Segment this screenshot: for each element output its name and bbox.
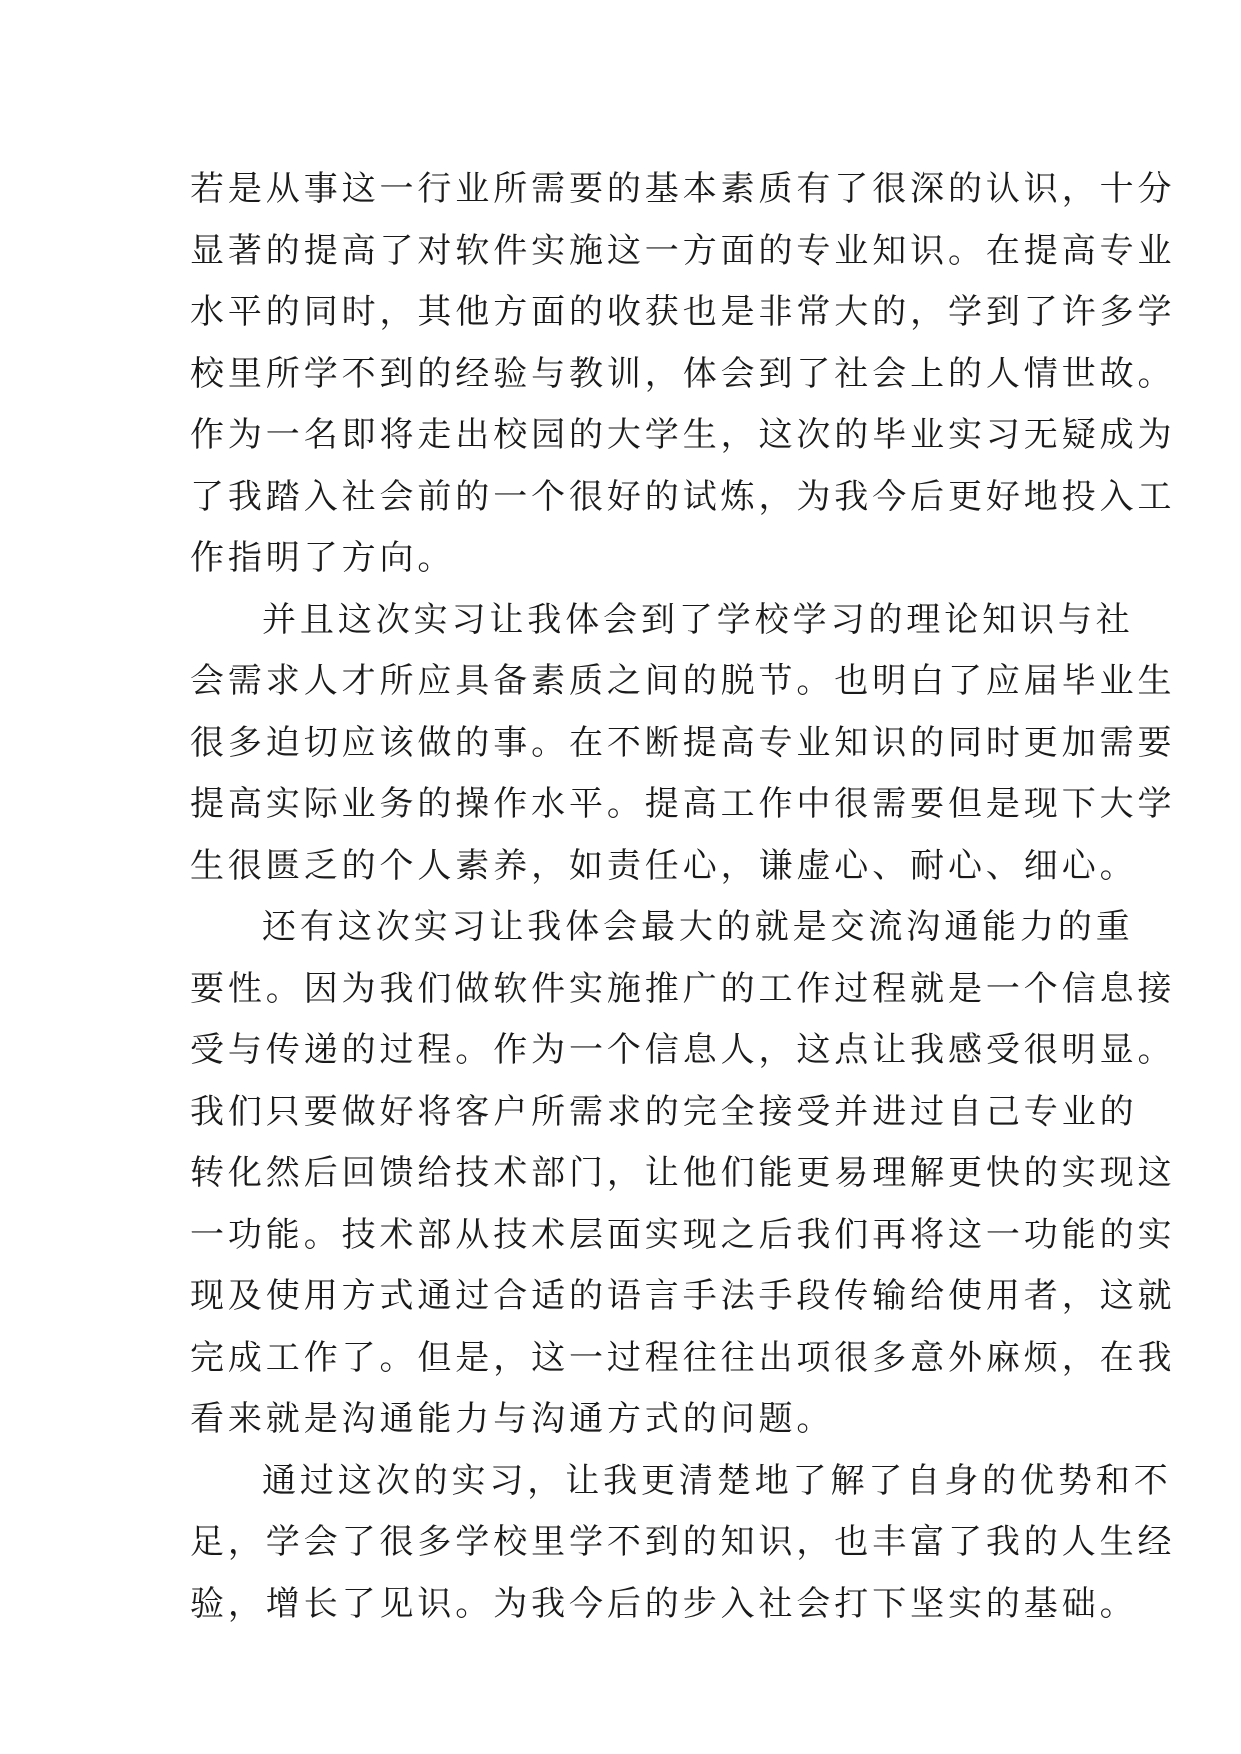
paragraph-line: 了我踏入社会前的一个很好的试炼，为我今后更好地投入工 xyxy=(190,476,1176,517)
paragraph-line: 验，增长了见识。为我今后的步入社会打下坚实的基础。 xyxy=(190,1583,1138,1624)
paragraph-4 xyxy=(190,1451,1176,1636)
paragraph-line: 现及使用方式通过合适的语言手法手段传输给使用者，这就 xyxy=(190,1276,1176,1316)
paragraph-line: 若是从事这一行业所需要的基本素质有了很深的认识，十分 xyxy=(190,169,1176,209)
paragraph-line: 转化然后回馈给技术部门，让他们能更易理解更快的实现这 xyxy=(190,1153,1176,1193)
paragraph-line: 很多迫切应该做的事。在不断提高专业知识的同时更加需要 xyxy=(190,722,1176,763)
document-body xyxy=(190,159,1176,1635)
paragraph-line: 我们只要做好将客户所需求的完全接受并进过自己专业的 xyxy=(190,1091,1138,1132)
paragraph-line: 水平的同时，其他方面的收获也是非常大的，学到了许多学 xyxy=(190,292,1176,332)
paragraph-line: 作为一名即将走出校园的大学生，这次的毕业实习无疑成为 xyxy=(190,415,1176,455)
paragraph-line: 生很匮乏的个人素养，如责任心，谦虚心、耐心、细心。 xyxy=(190,845,1138,886)
paragraph-line: 提高实际业务的操作水平。提高工作中很需要但是现下大学 xyxy=(190,784,1176,824)
paragraph-3 xyxy=(190,897,1176,1451)
paragraph-line: 受与传递的过程。作为一个信息人，这点让我感受很明显。 xyxy=(190,1030,1176,1070)
paragraph-line: 完成工作了。但是，这一过程往往出项很多意外麻烦，在我 xyxy=(190,1337,1176,1378)
paragraph-1 xyxy=(190,159,1176,590)
paragraph-line: 足，学会了很多学校里学不到的知识，也丰富了我的人生经 xyxy=(190,1522,1176,1562)
paragraph-line: 会需求人才所应具备素质之间的脱节。也明白了应届毕业生 xyxy=(190,661,1176,701)
paragraph-2 xyxy=(190,590,1176,898)
paragraph-line: 还有这次实习让我体会最大的就是交流沟通能力的重 xyxy=(262,907,1134,947)
paragraph-line: 显著的提高了对软件实施这一方面的专业知识。在提高专业 xyxy=(190,230,1176,271)
paragraph-line: 通过这次的实习，让我更清楚地了解了自身的优势和不 xyxy=(262,1460,1172,1501)
paragraph-line: 一功能。技术部从技术层面实现之后我们再将这一功能的实 xyxy=(190,1214,1176,1255)
paragraph-line: 并且这次实习让我体会到了学校学习的理论知识与社 xyxy=(262,599,1134,640)
paragraph-line: 看来就是沟通能力与沟通方式的问题。 xyxy=(190,1399,835,1439)
paragraph-line: 要性。因为我们做软件实施推广的工作过程就是一个信息接 xyxy=(190,968,1176,1009)
paragraph-line: 作指明了方向。 xyxy=(190,538,456,578)
paragraph-line: 校里所学不到的经验与教训，体会到了社会上的人情世故。 xyxy=(190,353,1176,394)
